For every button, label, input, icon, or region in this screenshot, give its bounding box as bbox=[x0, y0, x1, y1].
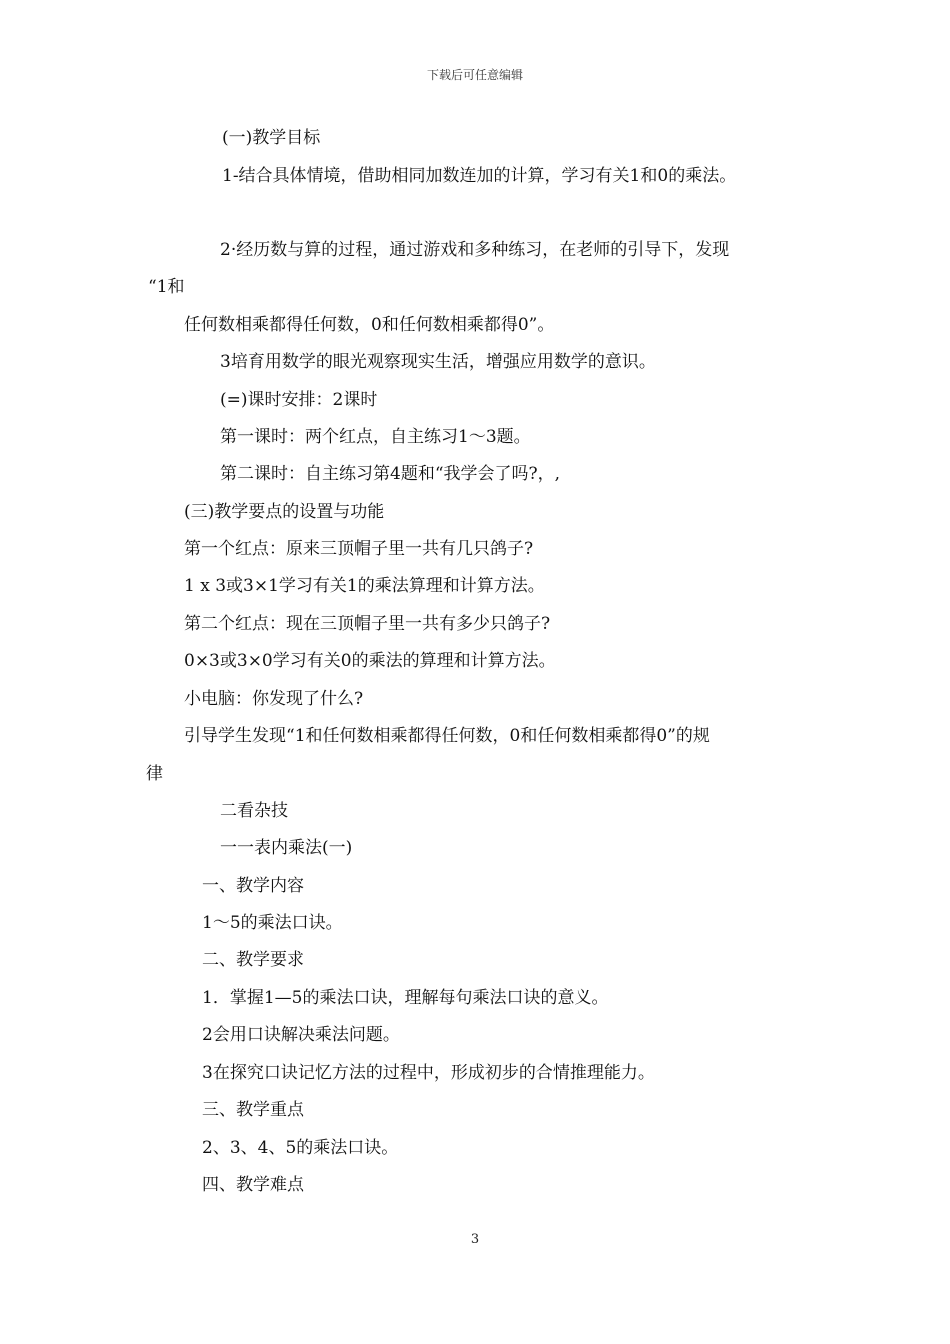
text-line: 第二个红点：现在三顶帽子里一共有多少只鸽子? bbox=[184, 614, 551, 634]
text-line: 2·经历数与算的过程，通过游戏和多种练习，在老师的引导下，发现 bbox=[220, 240, 730, 260]
text-line: 第一个红点：原来三顶帽子里一共有几只鸽子? bbox=[184, 539, 534, 559]
text-line: 1～5的乘法口诀。 bbox=[202, 913, 343, 933]
text-line: 3培育用数学的眼光观察现实生活，增强应用数学的意识。 bbox=[220, 352, 656, 372]
text-line: “1和 bbox=[148, 277, 185, 297]
page-header: 下载后可任意编辑 bbox=[426, 68, 523, 82]
text-line: 2会用口诀解决乘法问题。 bbox=[202, 1025, 400, 1045]
text-line: 三、教学重点 bbox=[202, 1100, 304, 1120]
text-line: 二、教学要求 bbox=[202, 950, 304, 970]
text-line: 1．掌握1—5的乘法口诀，理解每句乘法口诀的意义。 bbox=[202, 988, 609, 1008]
text-line: 律 bbox=[146, 764, 163, 784]
text-line: 3在探究口诀记忆方法的过程中，形成初步的合情推理能力。 bbox=[202, 1063, 655, 1083]
text-line: 任何数相乘都得任何数，0和任何数相乘都得0”。 bbox=[184, 315, 555, 335]
text-line: 一一表内乘法(一) bbox=[220, 838, 353, 858]
text-line: (三)教学要点的设置与功能 bbox=[184, 502, 385, 522]
text-line: 一、教学内容 bbox=[202, 876, 304, 896]
text-line: 2、3、4、5的乘法口诀。 bbox=[202, 1138, 399, 1158]
text-line: (一)教学目标 bbox=[222, 128, 321, 148]
text-line: 第一课时：两个红点，自主练习1～3题。 bbox=[220, 427, 531, 447]
text-line: 1 x 3或3×1学习有关1的乘法算理和计算方法。 bbox=[184, 576, 545, 596]
text-line: 1-结合具体情境，借助相同加数连加的计算，学习有关1和0的乘法。 bbox=[222, 166, 737, 186]
text-line: 小电脑：你发现了什么? bbox=[184, 689, 364, 709]
text-line: 四、教学难点 bbox=[202, 1175, 304, 1195]
text-line: 引导学生发现“1和任何数相乘都得任何数，0和任何数相乘都得0”的规 bbox=[184, 726, 710, 746]
text-line: 第二课时：自主练习第4题和“我学会了吗?，, bbox=[220, 464, 561, 484]
text-line: (=)课时安排：2课时 bbox=[220, 390, 378, 410]
text-line: 0×3或3×0学习有关0的乘法的算理和计算方法。 bbox=[184, 651, 556, 671]
text-line: 二看杂技 bbox=[220, 801, 288, 821]
page-number: 3 bbox=[470, 1232, 480, 1247]
